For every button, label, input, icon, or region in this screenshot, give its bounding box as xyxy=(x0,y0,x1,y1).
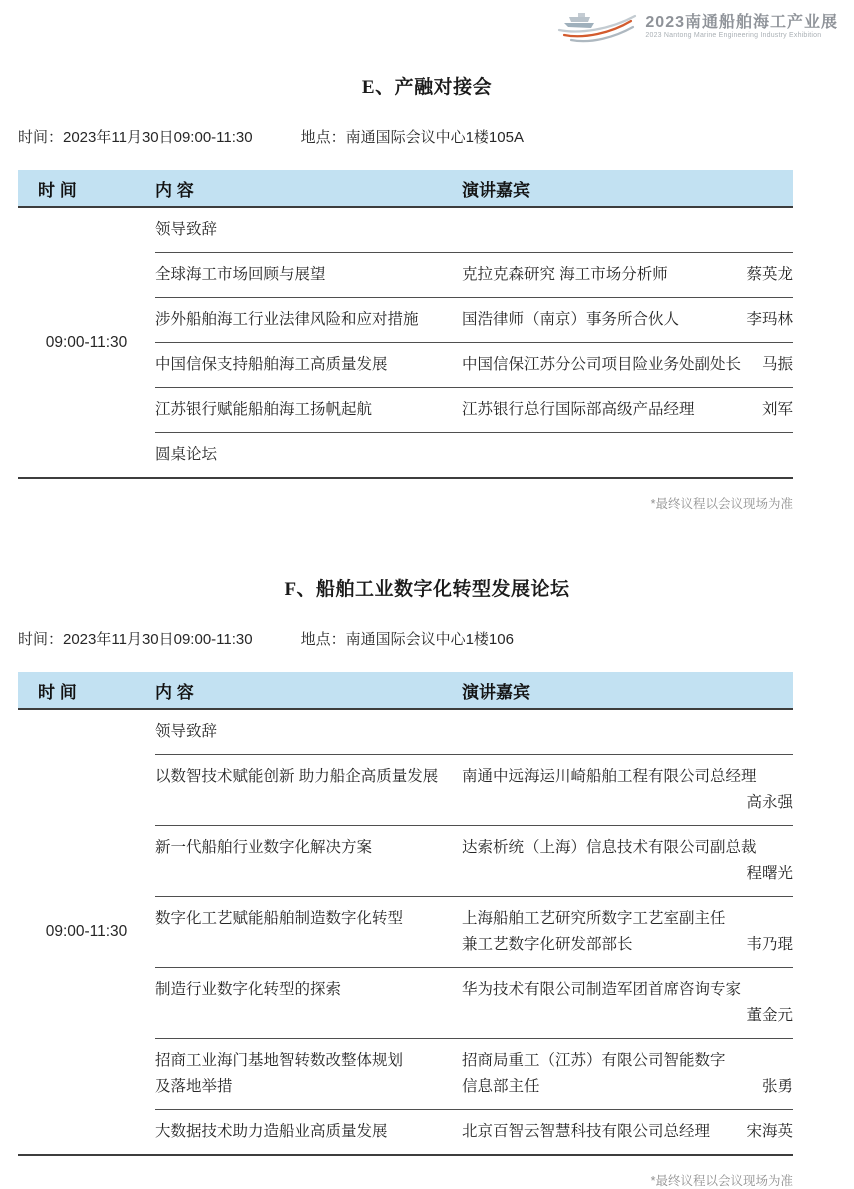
table-row xyxy=(155,252,793,297)
speaker-name xyxy=(785,835,793,861)
speaker-name: 刘军 xyxy=(761,401,793,418)
session-location-text: 地点：南通国际会议中心1楼106 xyxy=(300,631,514,648)
speaker-name xyxy=(785,1048,793,1074)
table-row xyxy=(155,825,793,896)
topic-cell xyxy=(155,1048,462,1100)
topic-line: 领导致辞 xyxy=(155,723,218,740)
session-time-text: 时间：2023年11月30日09:00-11:30 xyxy=(18,631,253,648)
speaker-line xyxy=(462,906,793,932)
session-meta xyxy=(18,628,793,649)
table-body xyxy=(18,710,793,1156)
session-location-text: 地点：南通国际会议中心1楼105A xyxy=(300,129,524,146)
topic-line: 以数智技术赋能创新 助力船企高质量发展 xyxy=(155,768,439,785)
speaker-line xyxy=(462,1074,793,1100)
speaker-org: 信息部主任 xyxy=(462,1078,540,1095)
topic-line: 涉外船舶海工行业法律风险和应对措施 xyxy=(155,311,419,328)
topic-cell xyxy=(155,977,462,1029)
col-header-content: 内 容 xyxy=(155,682,194,702)
agenda-section xyxy=(18,574,793,1189)
speaker-name: 高永强 xyxy=(746,794,793,811)
speaker-cell xyxy=(462,442,793,468)
speaker-cell xyxy=(462,906,793,958)
speaker-org: 华为技术有限公司制造军团首席咨询专家 xyxy=(462,981,742,998)
table-row xyxy=(155,297,793,342)
col-header-time: 时 间 xyxy=(38,180,77,200)
topic-line: 招商工业海门基地智转数改整体规划 xyxy=(155,1052,404,1069)
topic-line: 大数据技术助力造船业高质量发展 xyxy=(155,1123,388,1140)
topic-line: 领导致辞 xyxy=(155,221,218,238)
table-row xyxy=(155,432,793,477)
speaker-org: 南通中远海运川崎船舶工程有限公司总经理 xyxy=(462,768,757,785)
speaker-org: 国浩律师（南京）事务所合伙人 xyxy=(462,311,680,328)
topic-line: 及落地举措 xyxy=(155,1078,233,1095)
footnote: *最终议程以会议现场为准 xyxy=(650,497,793,511)
footnote: *最终议程以会议现场为准 xyxy=(650,1174,793,1188)
topic-cell xyxy=(155,1119,462,1145)
table-header-row xyxy=(18,672,793,710)
topic-line: 圆桌论坛 xyxy=(155,446,218,463)
speaker-line xyxy=(462,1119,793,1145)
section-title: F、船舶工业数字化转型发展论坛 xyxy=(284,579,570,600)
speaker-org: 上海船舶工艺研究所数字工艺室副主任 xyxy=(462,910,726,927)
topic-cell xyxy=(155,262,462,288)
table-header-row xyxy=(18,170,793,208)
speaker-cell xyxy=(462,1048,793,1100)
session-time-cell: 09:00-11:30 xyxy=(45,333,128,351)
col-header-time: 时 间 xyxy=(38,682,77,702)
agenda-rows xyxy=(155,710,793,1154)
topic-line: 数字化工艺赋能船舶制造数字化转型 xyxy=(155,910,404,927)
speaker-line xyxy=(462,352,793,378)
speaker-line xyxy=(462,397,793,423)
speaker-cell xyxy=(462,352,793,378)
topic-cell xyxy=(155,835,462,887)
speaker-line xyxy=(462,1003,793,1029)
speaker-line xyxy=(462,764,793,790)
topic-cell xyxy=(155,764,462,816)
session-meta xyxy=(18,126,793,147)
topic-line: 中国信保支持船舶海工高质量发展 xyxy=(155,356,388,373)
speaker-cell xyxy=(462,977,793,1029)
speaker-line xyxy=(462,861,793,887)
speaker-name xyxy=(785,977,793,1003)
speaker-line xyxy=(462,932,793,958)
agenda-table xyxy=(18,170,793,479)
topic-cell xyxy=(155,352,462,378)
session-time-text: 时间：2023年11月30日09:00-11:30 xyxy=(18,129,253,146)
speaker-name: 李玛林 xyxy=(746,311,793,328)
speaker-line xyxy=(462,790,793,816)
agenda-sections xyxy=(18,0,793,1189)
speaker-org: 北京百智云智慧科技有限公司总经理 xyxy=(462,1123,711,1140)
speaker-cell xyxy=(462,307,793,333)
speaker-org: 招商局重工（江苏）有限公司智能数字 xyxy=(462,1052,726,1069)
speaker-name: 董金元 xyxy=(746,1007,793,1024)
speaker-line xyxy=(462,977,793,1003)
logo-text xyxy=(645,14,838,40)
table-body xyxy=(18,208,793,479)
speaker-name: 程曙光 xyxy=(746,865,793,882)
table-row xyxy=(155,967,793,1038)
topic-cell xyxy=(155,307,462,333)
col-header-speaker: 演讲嘉宾 xyxy=(462,180,530,200)
ship-logo-icon xyxy=(557,6,637,48)
topic-line: 制造行业数字化转型的探索 xyxy=(155,981,342,998)
topic-cell xyxy=(155,217,462,243)
speaker-org: 克拉克森研究 海工市场分析师 xyxy=(462,266,668,283)
topic-cell xyxy=(155,397,462,423)
speaker-cell xyxy=(462,1119,793,1145)
logo-subtitle: 2023 Nantong Marine Engineering Industry Exhibition xyxy=(645,32,822,40)
speaker-line xyxy=(462,1048,793,1074)
topic-line: 江苏银行赋能船舶海工扬帆起航 xyxy=(155,401,373,418)
col-header-speaker: 演讲嘉宾 xyxy=(462,682,530,702)
table-row xyxy=(155,710,793,754)
topic-line: 全球海工市场回顾与展望 xyxy=(155,266,326,283)
table-row xyxy=(155,387,793,432)
speaker-cell xyxy=(462,719,793,745)
table-row xyxy=(155,896,793,967)
agenda-table xyxy=(18,672,793,1156)
speaker-name: 宋海英 xyxy=(746,1123,793,1140)
speaker-cell xyxy=(462,835,793,887)
speaker-cell xyxy=(462,217,793,243)
table-row xyxy=(155,1109,793,1154)
speaker-name: 张勇 xyxy=(761,1078,793,1095)
col-header-content: 内 容 xyxy=(155,180,194,200)
speaker-name: 蔡英龙 xyxy=(746,266,793,283)
speaker-name xyxy=(785,764,793,790)
topic-line: 新一代船舶行业数字化解决方案 xyxy=(155,839,373,856)
topic-cell xyxy=(155,442,462,468)
speaker-org: 中国信保江苏分公司项目险业务处副处长 xyxy=(462,356,742,373)
speaker-cell xyxy=(462,764,793,816)
section-title: E、产融对接会 xyxy=(361,77,493,98)
speaker-line xyxy=(462,835,793,861)
table-row xyxy=(155,342,793,387)
speaker-cell xyxy=(462,397,793,423)
table-row xyxy=(155,1038,793,1109)
speaker-name: 韦乃琨 xyxy=(746,936,793,953)
speaker-org: 达索析统（上海）信息技术有限公司副总裁 xyxy=(462,839,757,856)
session-time-cell: 09:00-11:30 xyxy=(45,923,128,940)
agenda-section xyxy=(18,72,793,512)
topic-cell xyxy=(155,906,462,958)
exhibition-logo xyxy=(557,6,838,48)
speaker-line xyxy=(462,262,793,288)
table-row xyxy=(155,754,793,825)
table-row xyxy=(155,208,793,252)
topic-cell xyxy=(155,719,462,745)
speaker-line xyxy=(462,307,793,333)
speaker-name: 马振 xyxy=(761,356,793,373)
speaker-name xyxy=(785,906,793,932)
speaker-org: 兼工艺数字化研发部部长 xyxy=(462,936,633,953)
agenda-rows xyxy=(155,208,793,477)
speaker-org: 江苏银行总行国际部高级产品经理 xyxy=(462,401,695,418)
speaker-cell xyxy=(462,262,793,288)
logo-title: 2023南通船舶海工产业展 xyxy=(645,13,838,31)
